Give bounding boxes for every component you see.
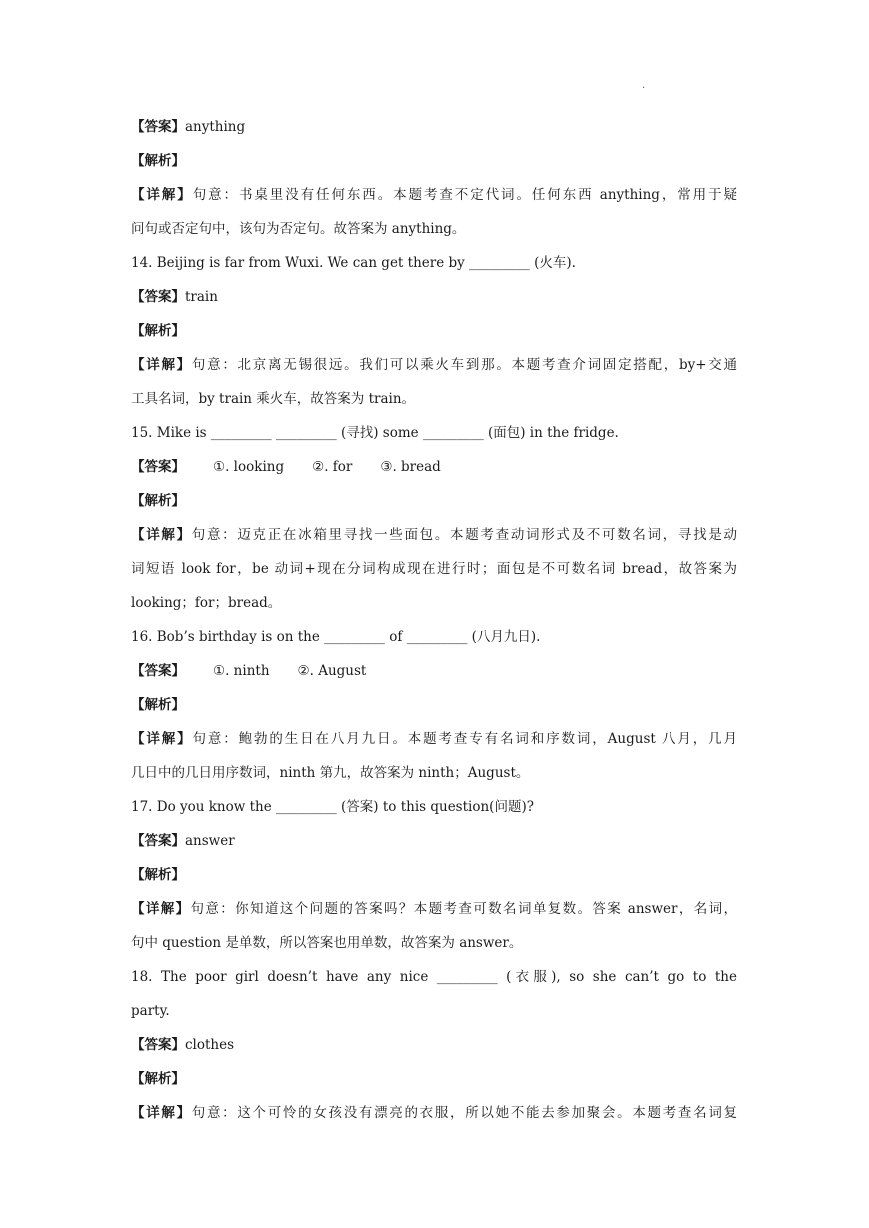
line-text: 17. Do you know the _________ (答案) to this question(问题)?: [131, 799, 534, 815]
line-text: party.: [131, 1003, 170, 1019]
section-tag: 【解析】: [131, 867, 185, 883]
section-tag: 【答案】: [131, 119, 185, 135]
answer-option: ①. ninth: [213, 663, 270, 679]
text-line: [131, 314, 737, 348]
answer-option: ②. for: [312, 459, 353, 475]
text-line: [131, 1096, 737, 1130]
line-text: 几日中的几日用序数词，ninth 第九，故答案为 ninth；August。: [131, 765, 530, 781]
section-tag: 【详解】: [131, 357, 192, 373]
line-text: 16. Bob’s birthday is on the _________ of _________ (八月九日).: [131, 629, 541, 645]
answer-option: ②. August: [297, 663, 367, 679]
text-line: [131, 1062, 737, 1096]
section-tag: 【答案】: [131, 459, 185, 475]
text-line: [131, 586, 737, 620]
section-tag: 【解析】: [131, 697, 185, 713]
section-tag: 【答案】: [131, 1037, 185, 1053]
text-line: [131, 280, 737, 314]
line-text: 18. The poor girl doesn’t have any nice _________ (衣服), so she can’t go to the: [131, 969, 737, 985]
section-tag: 【解析】: [131, 153, 185, 169]
corner-mark: .: [642, 80, 646, 91]
text-line: [131, 756, 737, 790]
line-text: 句意：书桌里没有任何东西。本题考查不定代词。任何东西 anything，常用于疑: [192, 187, 738, 203]
section-tag: 【详解】: [131, 731, 193, 747]
line-text: 句意：鲍勃的生日在八月九日。本题考查专有名词和序数词，August 八月，几月: [192, 731, 737, 747]
text-line: [131, 518, 737, 552]
line-text: 工具名词，by train 乘火车，故答案为 train。: [131, 391, 416, 407]
document-body: [131, 110, 737, 1130]
section-tag: 【答案】: [131, 663, 185, 679]
text-line: [131, 688, 737, 722]
text-line: [131, 382, 737, 416]
section-tag: 【答案】: [131, 289, 185, 305]
line-text: 词短语 look for，be 动词+现在分词构成现在进行时；面包是不可数名词 bread，故答案为: [131, 561, 737, 577]
text-line: [131, 824, 737, 858]
line-text: 15. Mike is _________ _________ (寻找) some _________ (面包) in the fridge.: [131, 425, 619, 441]
text-line: [131, 722, 737, 756]
text-line: [131, 450, 737, 484]
section-tag: 【答案】: [131, 833, 185, 849]
text-line: [131, 178, 737, 212]
text-line: [131, 348, 737, 382]
text-line: [131, 858, 737, 892]
text-line: [131, 960, 737, 994]
line-text: 句意：迈克正在冰箱里寻找一些面包。本题考查动词形式及不可数名词，寻找是动: [191, 527, 738, 543]
line-text: clothes: [185, 1037, 235, 1053]
line-text: answer: [185, 833, 235, 849]
text-line: [131, 926, 737, 960]
line-text: 句意：你知道这个问题的答案吗？本题考查可数名词单复数。答案 answer，名词，: [190, 901, 737, 917]
text-line: [131, 484, 737, 518]
text-line: [131, 416, 737, 450]
text-line: [131, 654, 737, 688]
text-line: [131, 110, 737, 144]
text-line: [131, 1028, 737, 1062]
section-tag: 【解析】: [131, 323, 185, 339]
section-tag: 【详解】: [131, 187, 193, 203]
text-line: [131, 790, 737, 824]
line-text: train: [185, 289, 218, 305]
line-text: 句意：北京离无锡很远。我们可以乘火车到那。本题考查介词固定搭配，by+交通: [191, 357, 737, 373]
section-tag: 【解析】: [131, 493, 185, 509]
answer-option: ③. bread: [380, 459, 441, 475]
line-text: looking；for；bread。: [131, 595, 282, 611]
section-tag: 【详解】: [131, 901, 191, 917]
section-tag: 【详解】: [131, 1105, 192, 1121]
section-tag: 【解析】: [131, 1071, 185, 1087]
line-text: anything: [185, 119, 246, 135]
line-text: 14. Beijing is far from Wuxi. We can get there by _________ (火车).: [131, 255, 576, 271]
text-line: [131, 892, 737, 926]
text-line: [131, 144, 737, 178]
line-text: 句中 question 是单数，所以答案也用单数，故答案为 answer。: [131, 935, 523, 951]
text-line: [131, 994, 737, 1028]
line-text: 句意：这个可怜的女孩没有漂亮的衣服，所以她不能去参加聚会。本题考查名词复: [191, 1105, 738, 1121]
text-line: [131, 212, 737, 246]
section-tag: 【详解】: [131, 527, 192, 543]
text-line: [131, 552, 737, 586]
text-line: [131, 620, 737, 654]
answer-option: ①. looking: [213, 459, 285, 475]
line-text: 问句或否定句中，该句为否定句。故答案为 anything。: [131, 221, 466, 237]
text-line: [131, 246, 737, 280]
